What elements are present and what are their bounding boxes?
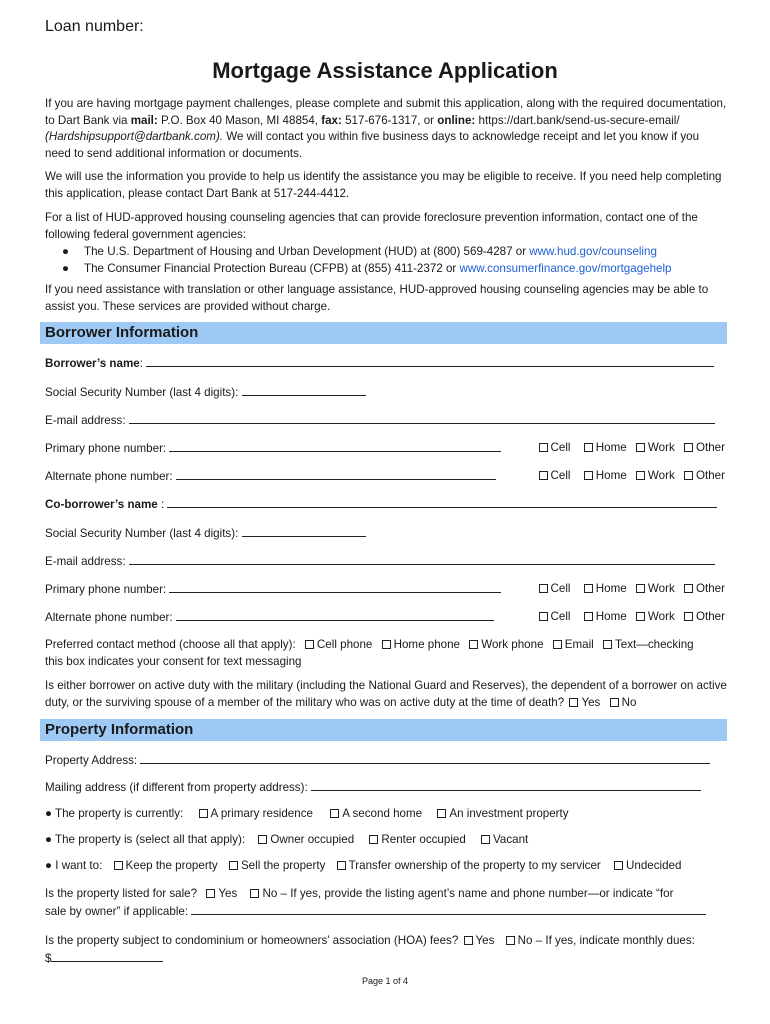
borrower-email-field[interactable] (129, 412, 715, 424)
option-label: Owner occupied (270, 833, 355, 846)
coborrower-name-label: Co-borrower’s name (45, 498, 158, 511)
checkbox[interactable] (305, 640, 314, 649)
checkbox[interactable] (506, 936, 515, 945)
option-label: Work (647, 610, 675, 623)
borrower-email-row (45, 412, 725, 428)
for-sale-line-label: sale by owner” if applicable: (45, 904, 189, 918)
checkbox[interactable] (584, 471, 593, 480)
option-label: No – If yes, provide the listing agent’s name and phone number—or indicate “for (262, 887, 674, 900)
option-label: Work phone (481, 638, 544, 651)
option-label: Work (647, 469, 675, 482)
checkbox[interactable] (636, 471, 645, 480)
checkbox[interactable] (464, 936, 473, 945)
option-label: Yes (218, 887, 238, 900)
phone-type-options (533, 440, 725, 456)
checkbox[interactable] (636, 584, 645, 593)
option-label: Home (595, 441, 627, 454)
checkbox[interactable] (539, 612, 548, 621)
checkbox[interactable] (469, 640, 478, 649)
coborrower-primary-phone-row (45, 581, 725, 597)
page-title: Mortgage Assistance Application (212, 58, 558, 83)
mailing-address-label: Mailing address (if different from property address): (45, 781, 308, 794)
option-label: Other (696, 469, 725, 482)
checkbox[interactable] (603, 640, 612, 649)
option-label: Home (595, 582, 627, 595)
checkbox[interactable] (539, 584, 548, 593)
option-label: Cell (550, 469, 571, 482)
property-section-header: Property Information (40, 719, 727, 741)
option-label: Undecided (626, 859, 682, 872)
option-label: Other (696, 441, 725, 454)
checkbox[interactable] (636, 443, 645, 452)
borrower-name-row: Borrower’s name: (45, 355, 725, 371)
option-label: Work (647, 582, 675, 595)
checkbox[interactable] (539, 471, 548, 480)
primary-phone-label: Primary phone number: (45, 442, 167, 455)
agency-text: The Consumer Financial Protection Bureau (CFPB) at (855) 411-2372 or (84, 262, 460, 275)
coborrower-ssn-row (45, 525, 725, 541)
listing-agent-field[interactable] (191, 903, 706, 915)
option-label: Cell phone (316, 638, 373, 651)
intent-row (45, 858, 725, 874)
option-label: Home (595, 469, 627, 482)
borrower-name-field[interactable] (146, 355, 714, 367)
online-label: online: (437, 113, 476, 127)
option-label: Home (595, 610, 627, 623)
for-sale-question-text: Is the property listed for sale? (45, 887, 198, 900)
checkbox[interactable] (539, 443, 548, 452)
checkbox[interactable] (610, 698, 619, 707)
agency-list (62, 243, 722, 277)
checkbox[interactable] (369, 835, 378, 844)
property-currently-row (45, 806, 725, 822)
option-label: No – If yes, indicate monthly dues: (517, 934, 695, 947)
coborrower-ssn-field[interactable] (242, 525, 366, 537)
checkbox[interactable] (584, 612, 593, 621)
property-address-field[interactable] (140, 752, 710, 764)
option-label: Yes (581, 695, 601, 709)
checkbox[interactable] (199, 809, 208, 818)
borrower-ssn-row (45, 384, 725, 400)
primary-phone-label: Primary phone number: (45, 583, 167, 596)
checkbox[interactable] (229, 861, 238, 870)
checkbox[interactable] (114, 861, 123, 870)
option-label: Yes (475, 934, 495, 947)
borrower-primary-phone-row (45, 440, 725, 456)
bullet-icon: ● (45, 833, 53, 846)
checkbox[interactable] (636, 612, 645, 621)
property-address-label: Property Address: (45, 754, 138, 767)
alternate-phone-label: Alternate phone number: (45, 470, 173, 483)
contact-note: this box indicates your consent for text messaging (45, 654, 302, 668)
checkbox[interactable] (553, 640, 562, 649)
property-address-row (45, 752, 725, 768)
bullet-icon: ● (45, 859, 53, 872)
option-label: Cell (550, 610, 571, 623)
checkbox[interactable] (584, 584, 593, 593)
checkbox[interactable] (258, 835, 267, 844)
property-currently-label: The property is currently: (55, 807, 184, 820)
intro-paragraph-1 (45, 96, 727, 162)
coborrower-name-field[interactable] (167, 496, 717, 508)
intro-text: If you are having mortgage payment challenges, please complete and submit this application, along with the required documentation, to Dart Bank via (45, 97, 727, 127)
option-label: Other (696, 582, 725, 595)
mailing-address-row (45, 779, 725, 795)
email-label: E-mail address: (45, 555, 126, 568)
option-label: A primary residence (210, 807, 313, 820)
borrower-alt-phone-field[interactable] (176, 468, 496, 480)
option-label: Work (647, 441, 675, 454)
cfpb-link[interactable]: www.consumerfinance.gov/mortgagehelp (459, 262, 672, 275)
checkbox[interactable] (614, 861, 623, 870)
option-label: A second home (342, 807, 423, 820)
intro-text: P.O. Box 40 Mason, MI 48854, (157, 113, 322, 127)
mail-label: mail: (130, 113, 158, 127)
checkbox[interactable] (684, 584, 693, 593)
mailing-address-field[interactable] (311, 779, 701, 791)
borrower-alt-phone-row (45, 468, 725, 484)
option-label: Cell (550, 441, 571, 454)
option-label: Other (696, 610, 725, 623)
dollar-sign: $ (45, 951, 52, 965)
intro-text: 517-676-1317, or (341, 113, 438, 127)
intro-text: We will contact you within five business days to acknowledge receipt and let you know if you need to send additional information or documents. (45, 130, 700, 160)
property-is-row (45, 832, 725, 848)
checkbox[interactable] (684, 612, 693, 621)
option-label: Renter occupied (381, 833, 466, 846)
checkbox[interactable] (206, 889, 215, 898)
coborrower-alt-phone-row (45, 609, 725, 625)
list-item (62, 243, 722, 260)
bullet-icon: ● (62, 245, 70, 258)
alternate-phone-label: Alternate phone number: (45, 611, 173, 624)
option-label: Sell the property (240, 859, 326, 872)
option-label: Transfer ownership of the property to my servicer (348, 859, 601, 872)
coborrower-email-row (45, 553, 725, 569)
coborrower-email-field[interactable] (129, 553, 715, 565)
borrower-primary-phone-field[interactable] (169, 440, 501, 452)
agency-text: The U.S. Department of Housing and Urban Development (HUD) at (800) 569-4287 or (84, 245, 530, 258)
option-label: An investment property (449, 807, 569, 820)
hud-link[interactable]: www.hud.gov/counseling (529, 245, 657, 258)
intro-paragraph-3: For a list of HUD-approved housing counseling agencies that can provide foreclosure prevention information, contact one of the following federal government agencies: (45, 211, 698, 241)
intro-paragraph-4: If you need assistance with translation or other language assistance, HUD-approved housing counseling agencies may be able to assist you. These services are provided without charge. (45, 283, 709, 313)
option-label: No (621, 695, 637, 709)
property-is-label: The property is (select all that apply): (55, 833, 246, 846)
checkbox[interactable] (382, 640, 391, 649)
borrower-section-header: Borrower Information (40, 322, 727, 344)
checkbox[interactable] (337, 861, 346, 870)
option-label: Text—checking (615, 638, 694, 651)
hoa-question-text: Is the property subject to condominium or homeowners’ association (HOA) fees? (45, 934, 459, 947)
option-label: Home phone (393, 638, 460, 651)
preferred-contact-label: Preferred contact method (choose all that apply): (45, 638, 296, 651)
page-number: Page 1 of 4 (361, 976, 409, 986)
list-item (62, 260, 722, 277)
checkbox[interactable] (330, 809, 339, 818)
checkbox[interactable] (437, 809, 446, 818)
loan-number-label: Loan number: (45, 18, 144, 35)
phone-type-options (533, 468, 725, 484)
option-label: Cell (550, 582, 571, 595)
ssn-label: Social Security Number (last 4 digits): (45, 386, 239, 399)
option-label: Vacant (493, 833, 529, 846)
military-question (45, 678, 727, 711)
email-label: E-mail address: (45, 414, 126, 427)
checkbox[interactable] (569, 698, 578, 707)
ssn-label: Social Security Number (last 4 digits): (45, 527, 239, 540)
checkbox[interactable] (684, 471, 693, 480)
coborrower-primary-phone-field[interactable] (169, 581, 501, 593)
phone-type-options (533, 609, 725, 625)
military-question-text: Is either borrower on active duty with the military (including the National Guard and Reserves), the dependent of a borrower on active duty, or the surviving spouse of a member of the military who was on active duty at the time of death? (45, 679, 727, 709)
bullet-icon: ● (62, 262, 70, 275)
borrower-name-label: Borrower’s name (45, 357, 140, 370)
phone-type-options (533, 581, 725, 597)
coborrower-name-row: Co-borrower’s name : (45, 496, 725, 512)
coborrower-alt-phone-field[interactable] (176, 609, 494, 621)
secure-email-url[interactable]: https://dart.bank/send-us-secure-email/ (475, 113, 680, 127)
for-sale-question (45, 886, 727, 920)
option-label: Keep the property (125, 859, 218, 872)
intro-paragraph-2: We will use the information you provide to help us identify the assistance you may be eligible to receive. If you need help completing this application, please contact Dart Bank at 517-244-4412. (45, 170, 722, 200)
hoa-dues-field[interactable] (51, 950, 163, 962)
hardship-email[interactable]: (Hardshipsupport@dartbank.com). (45, 130, 224, 143)
preferred-contact-block (45, 637, 727, 670)
option-label: Email (564, 638, 594, 651)
borrower-ssn-field[interactable] (242, 384, 366, 396)
bullet-icon: ● (45, 807, 53, 820)
checkbox[interactable] (481, 835, 490, 844)
checkbox[interactable] (584, 443, 593, 452)
checkbox[interactable] (250, 889, 259, 898)
intent-label: I want to: (55, 859, 103, 872)
hoa-question (45, 933, 727, 967)
fax-label: fax: (321, 113, 342, 127)
checkbox[interactable] (684, 443, 693, 452)
